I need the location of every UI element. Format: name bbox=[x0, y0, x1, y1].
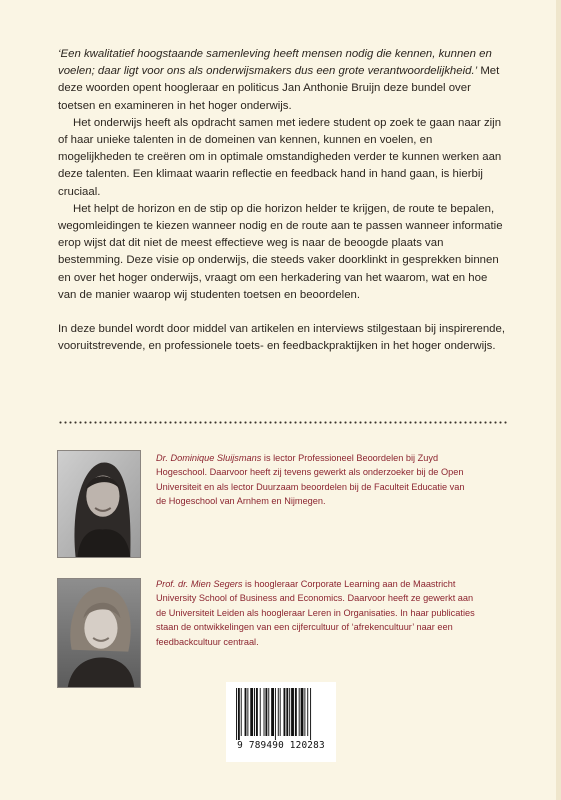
author-bio-text: is lector Professioneel Beoordelen bij Zuyd Hogeschool. Daarvoor heeft zij tevens gewerkt als onderzoeker bij de Open Universiteit en als lector Duurzaam beoordelen bij de Faculteit Educatie van de Hogeschool van Arnhem en Nijmegen. bbox=[156, 453, 465, 507]
barcode-bar bbox=[291, 688, 294, 736]
author-name: Prof. dr. Mien Segers bbox=[156, 579, 243, 589]
barcode-bar bbox=[241, 688, 242, 736]
author-photo-segers bbox=[57, 578, 141, 688]
barcode-bar bbox=[310, 688, 311, 740]
intro-paragraph bbox=[58, 46, 506, 115]
isbn-barcode bbox=[226, 682, 336, 762]
author-name: Dr. Dominique Sluijsmans bbox=[156, 453, 262, 463]
barcode-bar bbox=[280, 688, 281, 736]
paragraph-2: Het onderwijs heeft als opdracht samen met iedere student op zoek te gaan naar zijn of haar unieke talenten in de domeinen van kennen, kunnen en voelen, en mogelijkheden te creëren om in optimale omstandigheden verder te kunnen werken aan deze talenten. Een klimaat waarin reflectie en feedback hand in hand gaan, is hierbij cruciaal. bbox=[58, 116, 502, 198]
barcode-bar bbox=[271, 688, 274, 736]
barcode-bar bbox=[236, 688, 237, 740]
author-bio-segers bbox=[156, 577, 476, 649]
barcode-bar bbox=[278, 688, 279, 736]
barcode-bar bbox=[289, 688, 290, 736]
barcode-bar bbox=[260, 688, 261, 736]
barcode-bar bbox=[256, 688, 258, 736]
barcode-bar bbox=[284, 688, 286, 736]
barcode-bar bbox=[275, 688, 276, 740]
barcode-bar bbox=[301, 688, 304, 736]
barcode-bar bbox=[304, 688, 305, 736]
barcode-bar bbox=[264, 688, 265, 736]
dotted-divider bbox=[58, 421, 507, 424]
barcode-bars bbox=[226, 682, 336, 740]
barcode-bar bbox=[286, 688, 288, 736]
barcode-bar bbox=[268, 688, 269, 736]
author-photo-sluijsmans bbox=[57, 450, 141, 558]
barcode-bar bbox=[250, 688, 253, 736]
isbn-number: 9 789490 120283 bbox=[237, 740, 325, 751]
page-edge bbox=[556, 0, 561, 800]
opening-quote: ‘Een kwalitatief hoogstaande samenleving heeft mensen nodig die kennen, kunnen en voelen; daar ligt voor ons als onderwijsmakers dus een grote verantwoordelijkheid.’ bbox=[58, 48, 492, 78]
paragraph-4: In deze bundel wordt door middel van artikelen en interviews stilgestaan bij inspirerende, vooruitstrevende, en professionele toets- en feedbackpraktijken in het hoger onderwijs. bbox=[58, 323, 506, 353]
blurb bbox=[58, 46, 506, 355]
barcode-bar bbox=[254, 688, 255, 736]
barcode-bar bbox=[265, 688, 267, 736]
barcode-bar bbox=[295, 688, 297, 736]
paragraph-3: Het helpt de horizon en de stip op die horizon helder te krijgen, de route te bepalen, wegomleidingen te kiezen wanneer nodig en de route aan te passen wanneer informatie erop wijst dat dit niet de meest effectieve weg is naar de beoogde plaats van bestemming. Deze visie op onderwijs, die steeds vaker doorklinkt in gesprekken binnen en over het hoger onderwijs, vraagt om een herkadering van het waarom, wat en hoe van de manier waarop wij studenten toetsen en beoordelen. bbox=[58, 202, 503, 301]
barcode-bar bbox=[245, 688, 247, 736]
quote-attribution-text: Met deze woorden opent hoogleraar en politicus Jan Anthonie Bruijn deze bundel over toetsen en examineren in het hoger onderwijs. bbox=[58, 65, 500, 112]
author-bio-sluijsmans bbox=[156, 451, 476, 509]
barcode-bar bbox=[247, 688, 248, 736]
barcode-bar bbox=[299, 688, 300, 736]
author-bio-text: is hoogleraar Corporate Learning aan de Maastricht University School of Business and Economics. Daarvoor heeft ze gewerkt aan de Universiteit Leiden als hoogleraar Leren in Organisaties. In haar publicaties staan de ontwikkelingen van een cijfercultuur of ‘afrekencultuur’ naar een feedbackcultuur centraal. bbox=[156, 579, 475, 647]
barcode-bar bbox=[238, 688, 240, 740]
barcode-bar bbox=[307, 688, 308, 736]
